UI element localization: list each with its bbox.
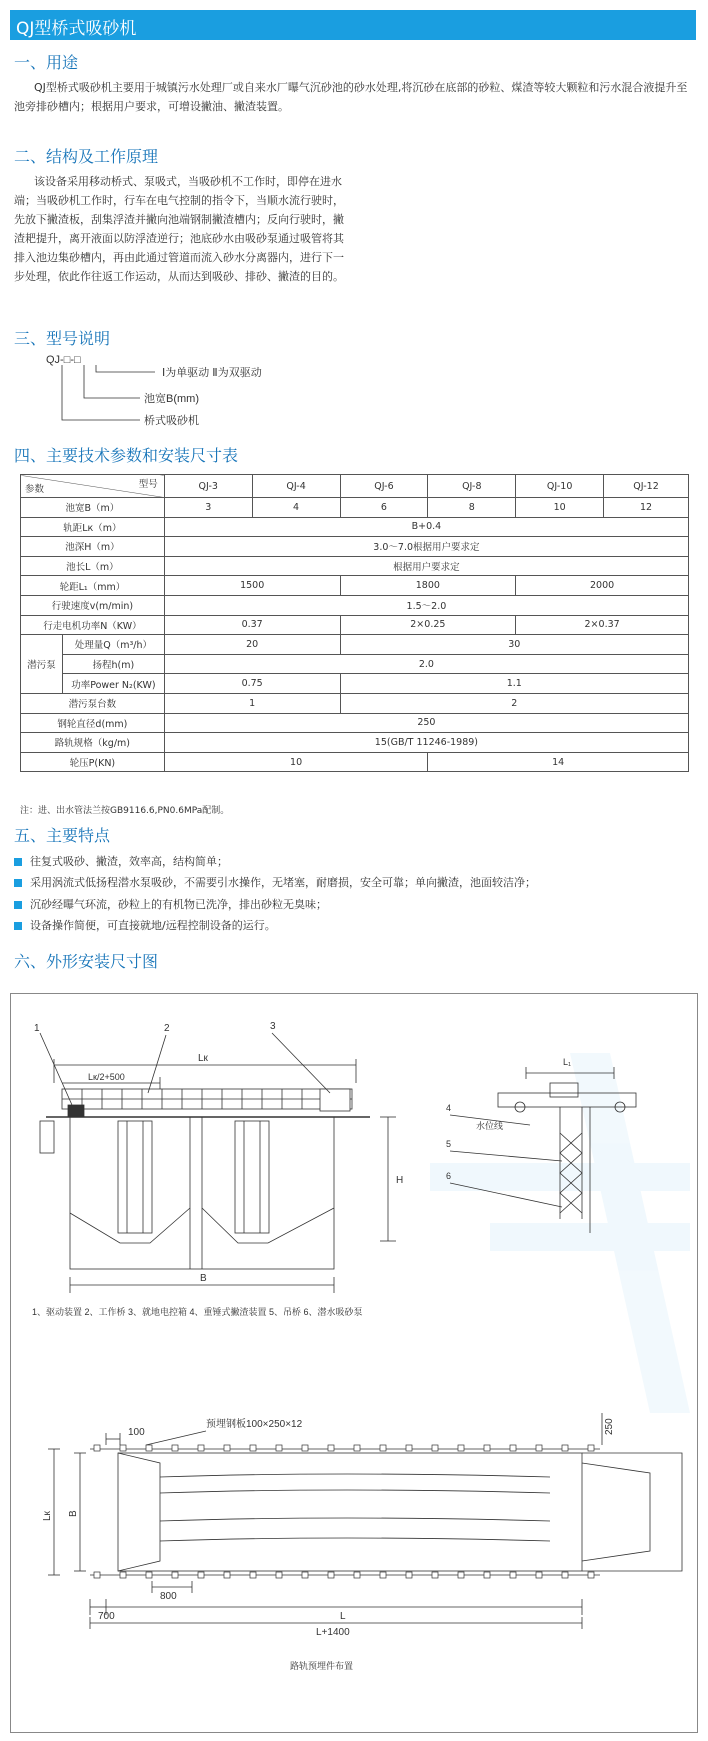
drawing1-legend: 1、驱动装置 2、工作桥 3、就地电控箱 4、重锤式撇渣装置 5、吊桥 6、潜水吸砂泵 xyxy=(32,1307,363,1317)
bullet-square-icon xyxy=(14,879,22,887)
model-cell: QJ-8 xyxy=(428,475,516,498)
section-title-structure: 二、结构及工作原理 xyxy=(14,147,159,166)
cell: 4 xyxy=(252,498,340,518)
embedded-plates xyxy=(94,1445,594,1578)
dim-b: B xyxy=(200,1273,207,1284)
cell: 1500 xyxy=(164,576,340,596)
cell: 2 xyxy=(340,693,689,713)
row-group-label: 潜污泵 xyxy=(21,635,63,694)
callout-4: 4 xyxy=(446,1103,452,1113)
table-row xyxy=(21,674,689,694)
cell: 2×0.25 xyxy=(340,615,516,635)
cell: 0.75 xyxy=(164,674,340,694)
callout-1: 1 xyxy=(34,1023,40,1034)
table-row xyxy=(21,733,689,753)
table-row xyxy=(21,475,689,498)
cell: 12 xyxy=(604,498,689,518)
plate-label: 预埋钢板100×250×12 xyxy=(206,1419,303,1430)
cell: 2000 xyxy=(516,576,689,596)
row-label: 潜污泵台数 xyxy=(21,693,165,713)
row-label: 行驶速度v(m/min) xyxy=(21,595,165,615)
drawing2-caption: 路轨预埋件布置 xyxy=(290,1661,354,1671)
dim-lk-half: Lк/2+500 xyxy=(88,1072,125,1082)
feature-item: 采用涡流式低扬程潜水泵吸砂，不需要引水操作，无堵塞，耐磨损，安全可靠；单向撇渣，池面较洁净； xyxy=(14,874,536,890)
row-label: 轨距Lк（m） xyxy=(21,517,165,537)
row-label: 池深H（m） xyxy=(21,537,165,557)
cell: 1 xyxy=(164,693,340,713)
table-row xyxy=(21,498,689,518)
dim-100: 100 xyxy=(128,1427,145,1438)
dim2-b: B xyxy=(68,1510,79,1517)
dim-800: 800 xyxy=(160,1591,177,1602)
cell: 0.37 xyxy=(164,615,340,635)
dim-l: L xyxy=(340,1611,346,1622)
model-code-diagram xyxy=(40,348,320,428)
cell: 3 xyxy=(164,498,252,518)
cell: 15(GB/T 11246-1989) xyxy=(164,733,688,753)
section-title-model: 三、型号说明 xyxy=(14,329,111,348)
feature-item: 往复式吸砂、撇渣，效率高，结构简单； xyxy=(14,853,228,869)
table-row xyxy=(21,635,689,655)
section-title-drawings: 六、外形安装尺寸图 xyxy=(14,952,159,971)
callout-6: 6 xyxy=(446,1171,452,1181)
table-row xyxy=(21,752,689,772)
model-cell: QJ-10 xyxy=(516,475,604,498)
model-code: QJ-□-□ xyxy=(46,354,81,366)
cell: 1.1 xyxy=(340,674,689,694)
model-cell: QJ-6 xyxy=(340,475,428,498)
section-title-purpose: 一、用途 xyxy=(14,53,79,72)
spec-table xyxy=(20,474,689,772)
model-cell: QJ-3 xyxy=(164,475,252,498)
section-title-features: 五、主要特点 xyxy=(14,826,111,845)
bullet-square-icon xyxy=(14,901,22,909)
table-row xyxy=(21,556,689,576)
table-row xyxy=(21,693,689,713)
table-row xyxy=(21,517,689,537)
water-level-label: 水位线 xyxy=(476,1121,504,1131)
structure-text: 该设备采用移动桥式、泵吸式，当吸砂机不工作时，即停在进水端；当吸砂机工作时，行车在电气控制的指令下，当顺水流行驶时，先放下撇渣板，刮集浮渣并撇向池端钢制撇渣槽内；反向行驶时，撇渣耙提升，离开液面以防浮渣逆行；池底砂水由吸砂泵通过吸管将其排入池边集砂槽内，再由此通过管道而流入砂水分离器内，进行下一步处理，依此作往返工作运动，从而达到吸砂、排砂、撇渣的目的。 xyxy=(14,175,344,283)
table-row xyxy=(21,576,689,596)
page-title-bar xyxy=(10,10,696,40)
page-title: QJ型桥式吸砂机 xyxy=(16,19,137,39)
table-row xyxy=(21,654,689,674)
table-row xyxy=(21,595,689,615)
installation-drawing xyxy=(10,993,698,1733)
cell: B+0.4 xyxy=(164,517,688,537)
callout-3: 3 xyxy=(270,1021,276,1032)
dim-700: 700 xyxy=(98,1611,115,1622)
cell: 3.0～7.0根据用户要求定 xyxy=(164,537,688,557)
row-label: 行走电机功率N（KW） xyxy=(21,615,165,635)
feature-item: 沉砂经曝气环流，砂粒上的有机物已洗净，排出砂粒无臭味； xyxy=(14,896,327,912)
cell: 2.0 xyxy=(164,654,688,674)
row-label: 池宽B（m） xyxy=(21,498,165,518)
cell: 根据用户要求定 xyxy=(164,556,688,576)
cell: 1800 xyxy=(340,576,516,596)
model-cell: QJ-4 xyxy=(252,475,340,498)
cell: 10 xyxy=(164,752,428,772)
purpose-text: QJ型桥式吸砂机主要用于城镇污水处理厂或自来水厂曝气沉砂池的砂水处理,将沉砂在底部的砂粒、煤渣等较大颗粒和污水混合液提升至池旁排砂槽内；根据用户要求，可增设撇油、撇渣装置。 xyxy=(14,81,688,113)
model-desc-width: 池宽B(mm) xyxy=(144,393,199,405)
cell: 6 xyxy=(340,498,428,518)
row-label: 处理量Q（m³/h） xyxy=(62,635,164,655)
table-row xyxy=(21,537,689,557)
cell: 20 xyxy=(164,635,340,655)
bullet-square-icon xyxy=(14,858,22,866)
table-row xyxy=(21,615,689,635)
callout-2: 2 xyxy=(164,1023,170,1034)
dim-l1400: L+1400 xyxy=(316,1627,350,1638)
dim-l1: L₁ xyxy=(563,1057,572,1067)
feature-item: 设备操作简便，可直接就地/远程控制设备的运行。 xyxy=(14,917,276,933)
row-label: 功率Power N₂(KW) xyxy=(62,674,164,694)
model-desc-drive: Ⅰ为单驱动 Ⅱ为双驱动 xyxy=(162,367,262,379)
cell: 14 xyxy=(428,752,689,772)
row-label: 轮压P(KN) xyxy=(21,752,165,772)
row-label: 钢轮直径d(mm) xyxy=(21,713,165,733)
dim-lk: Lк xyxy=(198,1053,208,1064)
header-model: 型号 xyxy=(138,479,158,490)
row-label: 池长L（m） xyxy=(21,556,165,576)
cell: 250 xyxy=(164,713,688,733)
row-label: 扬程h(m) xyxy=(62,654,164,674)
header-param: 参数 xyxy=(25,484,45,495)
model-cell: QJ-12 xyxy=(604,475,689,498)
dim-h: H xyxy=(396,1175,404,1186)
cell xyxy=(21,475,165,498)
bullet-square-icon xyxy=(14,922,22,930)
cell: 1.5～2.0 xyxy=(164,595,688,615)
row-label: 轮距L₁（mm） xyxy=(21,576,165,596)
section-title-specs: 四、主要技术参数和安装尺寸表 xyxy=(14,446,239,465)
table-note: 注：进、出水管法兰按GB9116.6,PN0.6MPa配制。 xyxy=(20,806,230,816)
table-row xyxy=(21,713,689,733)
cell: 8 xyxy=(428,498,516,518)
dim-250: 250 xyxy=(604,1418,615,1435)
cell: 10 xyxy=(516,498,604,518)
row-label: 路轨规格（kg/m) xyxy=(21,733,165,753)
cell: 30 xyxy=(340,635,689,655)
cell: 2×0.37 xyxy=(516,615,689,635)
callout-5: 5 xyxy=(446,1139,452,1149)
dim2-lk: Lк xyxy=(42,1511,53,1521)
model-desc-type: 桥式吸砂机 xyxy=(144,415,199,427)
